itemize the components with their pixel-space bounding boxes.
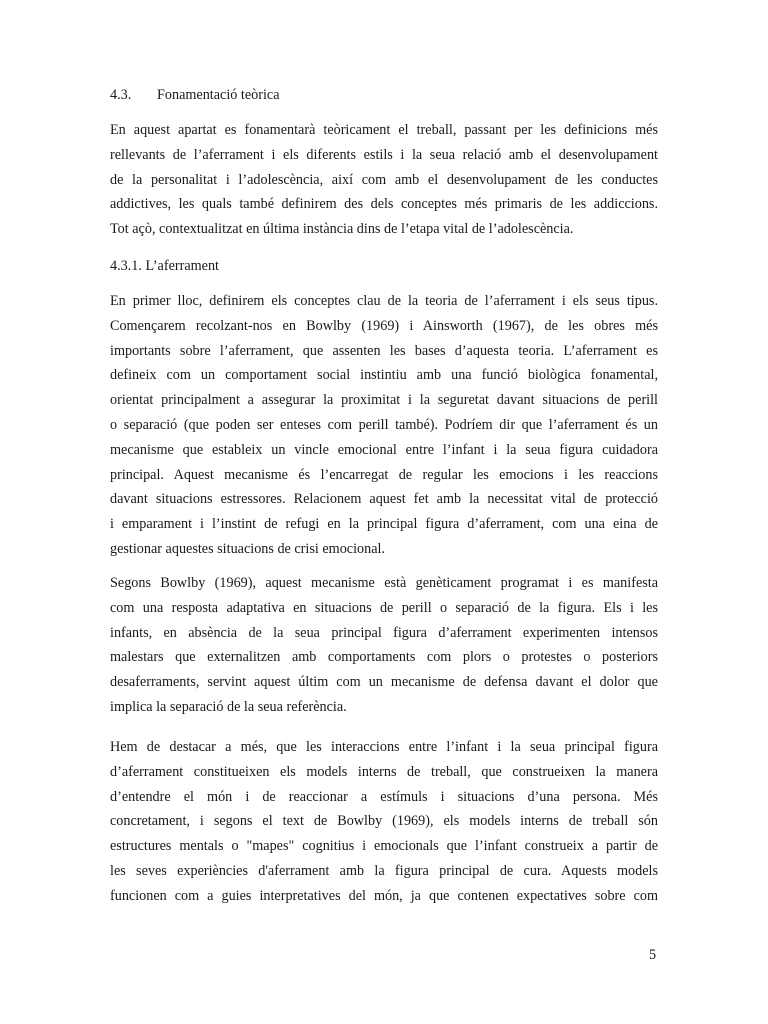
subsection-heading <box>110 257 219 275</box>
paragraph-line: addictives, les quals també definirem des dels conceptes més primaris de les addiccions. <box>110 196 658 213</box>
paragraph-line: de la personalitat i l’adolescència, així com amb el desenvolupament de les conductes <box>110 171 658 188</box>
section-heading <box>110 86 280 104</box>
paragraph-line: les seves experiències d'aferrament amb la figura principal de cura. Aquests models <box>110 862 658 879</box>
paragraph-line: davant situacions estressores. Relacionem aquest fet amb la necessitat vital de protecció <box>110 491 658 508</box>
section-number: 4.3. <box>110 87 132 103</box>
paragraph-line: Hem de destacar a més, que les interaccions entre l’infant i la seua principal figura <box>110 739 658 755</box>
paragraph-line: desaferraments, servint aquest últim com un mecanisme de defensa davant el dolor que <box>110 674 658 691</box>
paragraph-line: Començarem recolzant-nos en Bowlby (1969) i Ainsworth (1967), de les obres més <box>110 317 658 334</box>
paragraph-line: funcionen com a guies interpretatives del món, ja que contenen expectatives sobre com <box>110 887 658 904</box>
paragraph-line: infants, en absència de la seua principal figura d’aferrament experimenten intensos <box>110 624 658 641</box>
paragraph-bowlby-mechanism <box>110 571 658 720</box>
paragraph-line: d’aferrament constitueixen els models interns de treball, que construeixen la manera <box>110 763 658 780</box>
paragraph-line: mecanisme que estableix un vincle emocional entre l’infant i la seua figura cuidadora <box>110 441 658 458</box>
page-number: 5 <box>649 947 657 963</box>
section-title: Fonamentació teòrica <box>157 87 280 103</box>
paragraph-line: malestars que externalitzen amb comportaments com plors o protestes o posteriors <box>110 649 658 666</box>
subsection-title: 4.3.1. L’aferrament <box>110 258 219 274</box>
paragraph-line: En primer lloc, definirem els conceptes clau de la teoria de l’aferrament i els seus tipus. <box>110 293 658 309</box>
paragraph-line: importants sobre l’aferrament, que assenten les bases d’aquesta teoria. L’aferrament es <box>110 342 658 359</box>
paragraph-line: concretament, i segons el text de Bowlby (1969), els models interns de treball són <box>110 813 658 830</box>
paragraph-line: d’entendre el món i de reaccionar a estímuls i situacions d’una persona. Més <box>110 788 658 805</box>
paragraph-line: principal. Aquest mecanisme és l’encarregat de regular les emocions i les reaccions <box>110 466 658 483</box>
paragraph-line: Segons Bowlby (1969), aquest mecanisme està genèticament programat i es manifesta <box>110 575 658 591</box>
paragraph-line: rellevants de l’aferrament i els diferents estils i la seua relació amb el desenvolupament <box>110 146 658 163</box>
paragraph-line: defineix com un comportament social instintiu amb una funció biològica fonamental, <box>110 367 658 384</box>
paragraph-line: o separació (que poden ser enteses com perill també). Podríem dir que l’aferrament és un <box>110 416 658 433</box>
paragraph-intro <box>110 118 658 242</box>
paragraph-line: estructures mentals o "mapes" cognitius i emocionals que l’infant construeix a partir de <box>110 838 658 855</box>
paragraph-line: implica la separació de la seua referència. <box>110 698 347 715</box>
paragraph-line: En aquest apartat es fonamentarà teòricament el treball, passant per les definicions més <box>110 122 658 138</box>
paragraph-line: com una resposta adaptativa en situacions de perill o separació de la figura. Els i les <box>110 599 658 616</box>
paragraph-attachment-definition <box>110 289 658 562</box>
paragraph-line: i emparament i l’instint de refugi en la principal figura d’aferrament, com una eina de <box>110 516 658 533</box>
paragraph-line: gestionar aquestes situacions de crisi emocional. <box>110 540 386 557</box>
paragraph-line: orientat principalment a assegurar la proximitat i la seguretat davant situacions de perill <box>110 392 658 409</box>
paragraph-line: Tot açò, contextualitzat en última instància dins de l’etapa vital de l’adolescència. <box>110 221 574 238</box>
paragraph-internal-models <box>110 735 658 909</box>
